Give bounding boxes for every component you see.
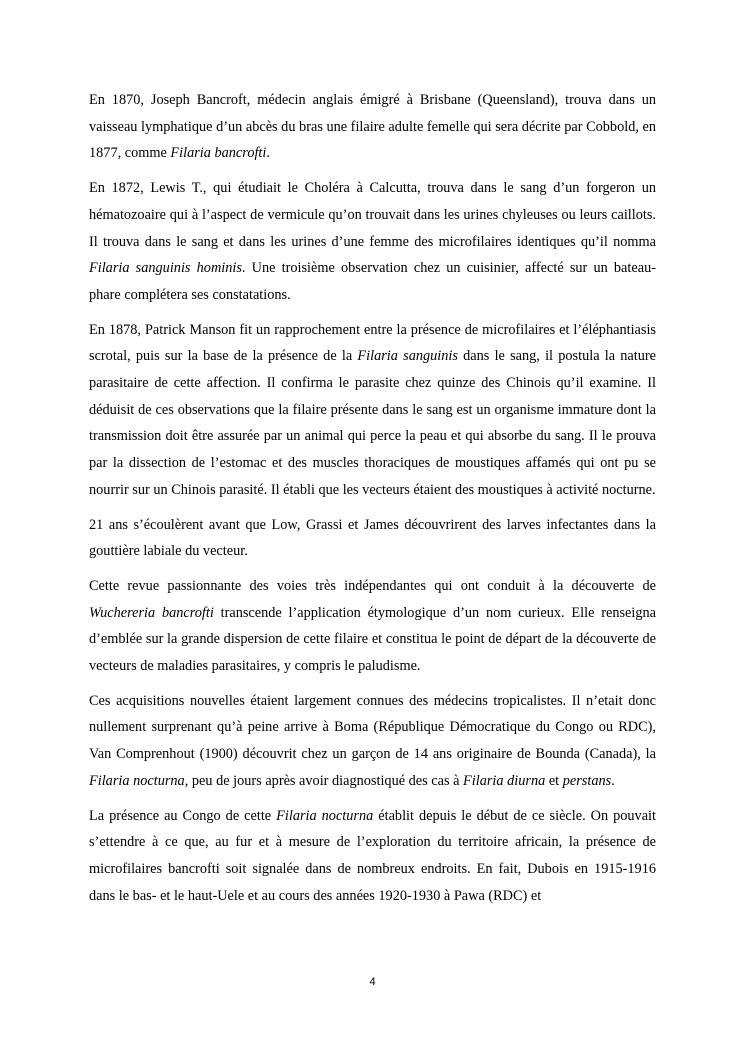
text-run: En 1878, Patrick Manson fit un rapprochement entre la présence de microfilaires et l’éléphantiasis scrotal, puis sur la base de la présence de la xyxy=(89,321,656,365)
paragraph-lewis-1872 xyxy=(89,175,656,309)
text-run: Ces acquisitions nouvelles étaient largement connues des médecins tropicalistes. Il n’etait donc nullement surprenant qu’à peine arrive à Boma (République Démocratique du Congo ou RDC), Van Comprenhout (1900) découvrit chez un garçon de 14 ans originaire de Bounda (Canada), la xyxy=(89,692,656,763)
paragraph-low-grassi-james xyxy=(89,512,656,565)
paragraph-acquisitions xyxy=(89,688,656,795)
text-run: En 1872, Lewis T., qui étudiait le Choléra à Calcutta, trouva dans le sang d’un forgeron un hématozoaire qui à l’aspect de vermicule qu’on trouvait dans les urines chyleuses ou leurs caillots. Il trouva dans le sang et dans les urines d’une femme des microfilaires identiques qu’il nomma xyxy=(89,180,656,250)
text-run: établit depuis le début de ce siècle. On pouvait s’ettendre à ce que, au fur et à mesure de l’exploration du territoire africain, la présence de microfilaires bancrofti soit signalée dans de nombreux endroits. En fait, Dubois en 1915-1916 dans le bas- et le haut-Uele et au cours des années 1920-1930 à Pawa (RDC) et xyxy=(89,807,656,904)
species-name: Filaria sanguinis hominis xyxy=(89,260,242,277)
page-number: 4 xyxy=(369,976,376,988)
text-run: . xyxy=(266,145,270,162)
paragraph-presence-congo xyxy=(89,803,656,910)
species-name: perstans xyxy=(562,772,612,789)
paragraph-revue xyxy=(89,573,656,680)
text-run: transcende l’application étymologique d’un nom curieux. Elle renseigna d’emblée sur la grande dispersion de cette filaire et constitua le point de départ de la découverte de vecteurs de maladies parasitaires, y compris le paludisme. xyxy=(89,604,656,675)
text-run: . xyxy=(611,772,615,789)
paragraph-bancroft-1870 xyxy=(89,87,656,167)
text-run: . Une troisième observation chez un cuisinier, affecté sur un bateau-phare complétera ses constatations. xyxy=(89,260,656,303)
species-name: Filaria nocturna xyxy=(89,772,185,789)
document-body xyxy=(89,87,656,917)
species-name: Filaria sanguinis xyxy=(357,348,458,365)
species-name: Wuchereria bancrofti xyxy=(89,604,214,621)
species-name: Filaria nocturna xyxy=(276,807,374,824)
text-run: , peu de jours après avoir diagnostiqué des cas à xyxy=(184,772,464,789)
text-run: Cette revue passionnante des voies très indépendantes qui ont conduit à la découverte de xyxy=(89,577,656,594)
text-run: dans le sang, il postula la nature parasitaire de cette affection. Il confirma le parasite chez quinze des Chinois qu’il examine. Il déduisit de ces observations que la filaire présente dans le sang est un organisme immature dont la transmission doit être assurée par un animal qui perce la peau et qui absorbe du sang. Il le prouva par la dissection de l’estomac et des muscles thoraciques de moustiques affamés qui ont pu se nourrir sur un Chinois parasité. Il établi que les vecteurs étaient des moustiques à activité nocturne. xyxy=(89,348,656,498)
species-name: Filaria diurna xyxy=(463,772,546,789)
text-run: et xyxy=(545,772,563,789)
text-run: La présence au Congo de cette xyxy=(89,807,277,824)
species-name: Filaria bancrofti xyxy=(170,145,267,162)
paragraph-manson-1878 xyxy=(89,317,656,504)
text-run: En 1870, Joseph Bancroft, médecin anglais émigré à Brisbane (Queensland), trouva dans un vaisseau lymphatique d’un abcès du bras une filaire adulte femelle qui sera décrite par Cobbold, en 1877, comme xyxy=(89,92,656,162)
text-run: 21 ans s’écoulèrent avant que Low, Grassi et James découvrirent des larves infectantes dans la gouttière labiale du vecteur. xyxy=(89,516,656,560)
